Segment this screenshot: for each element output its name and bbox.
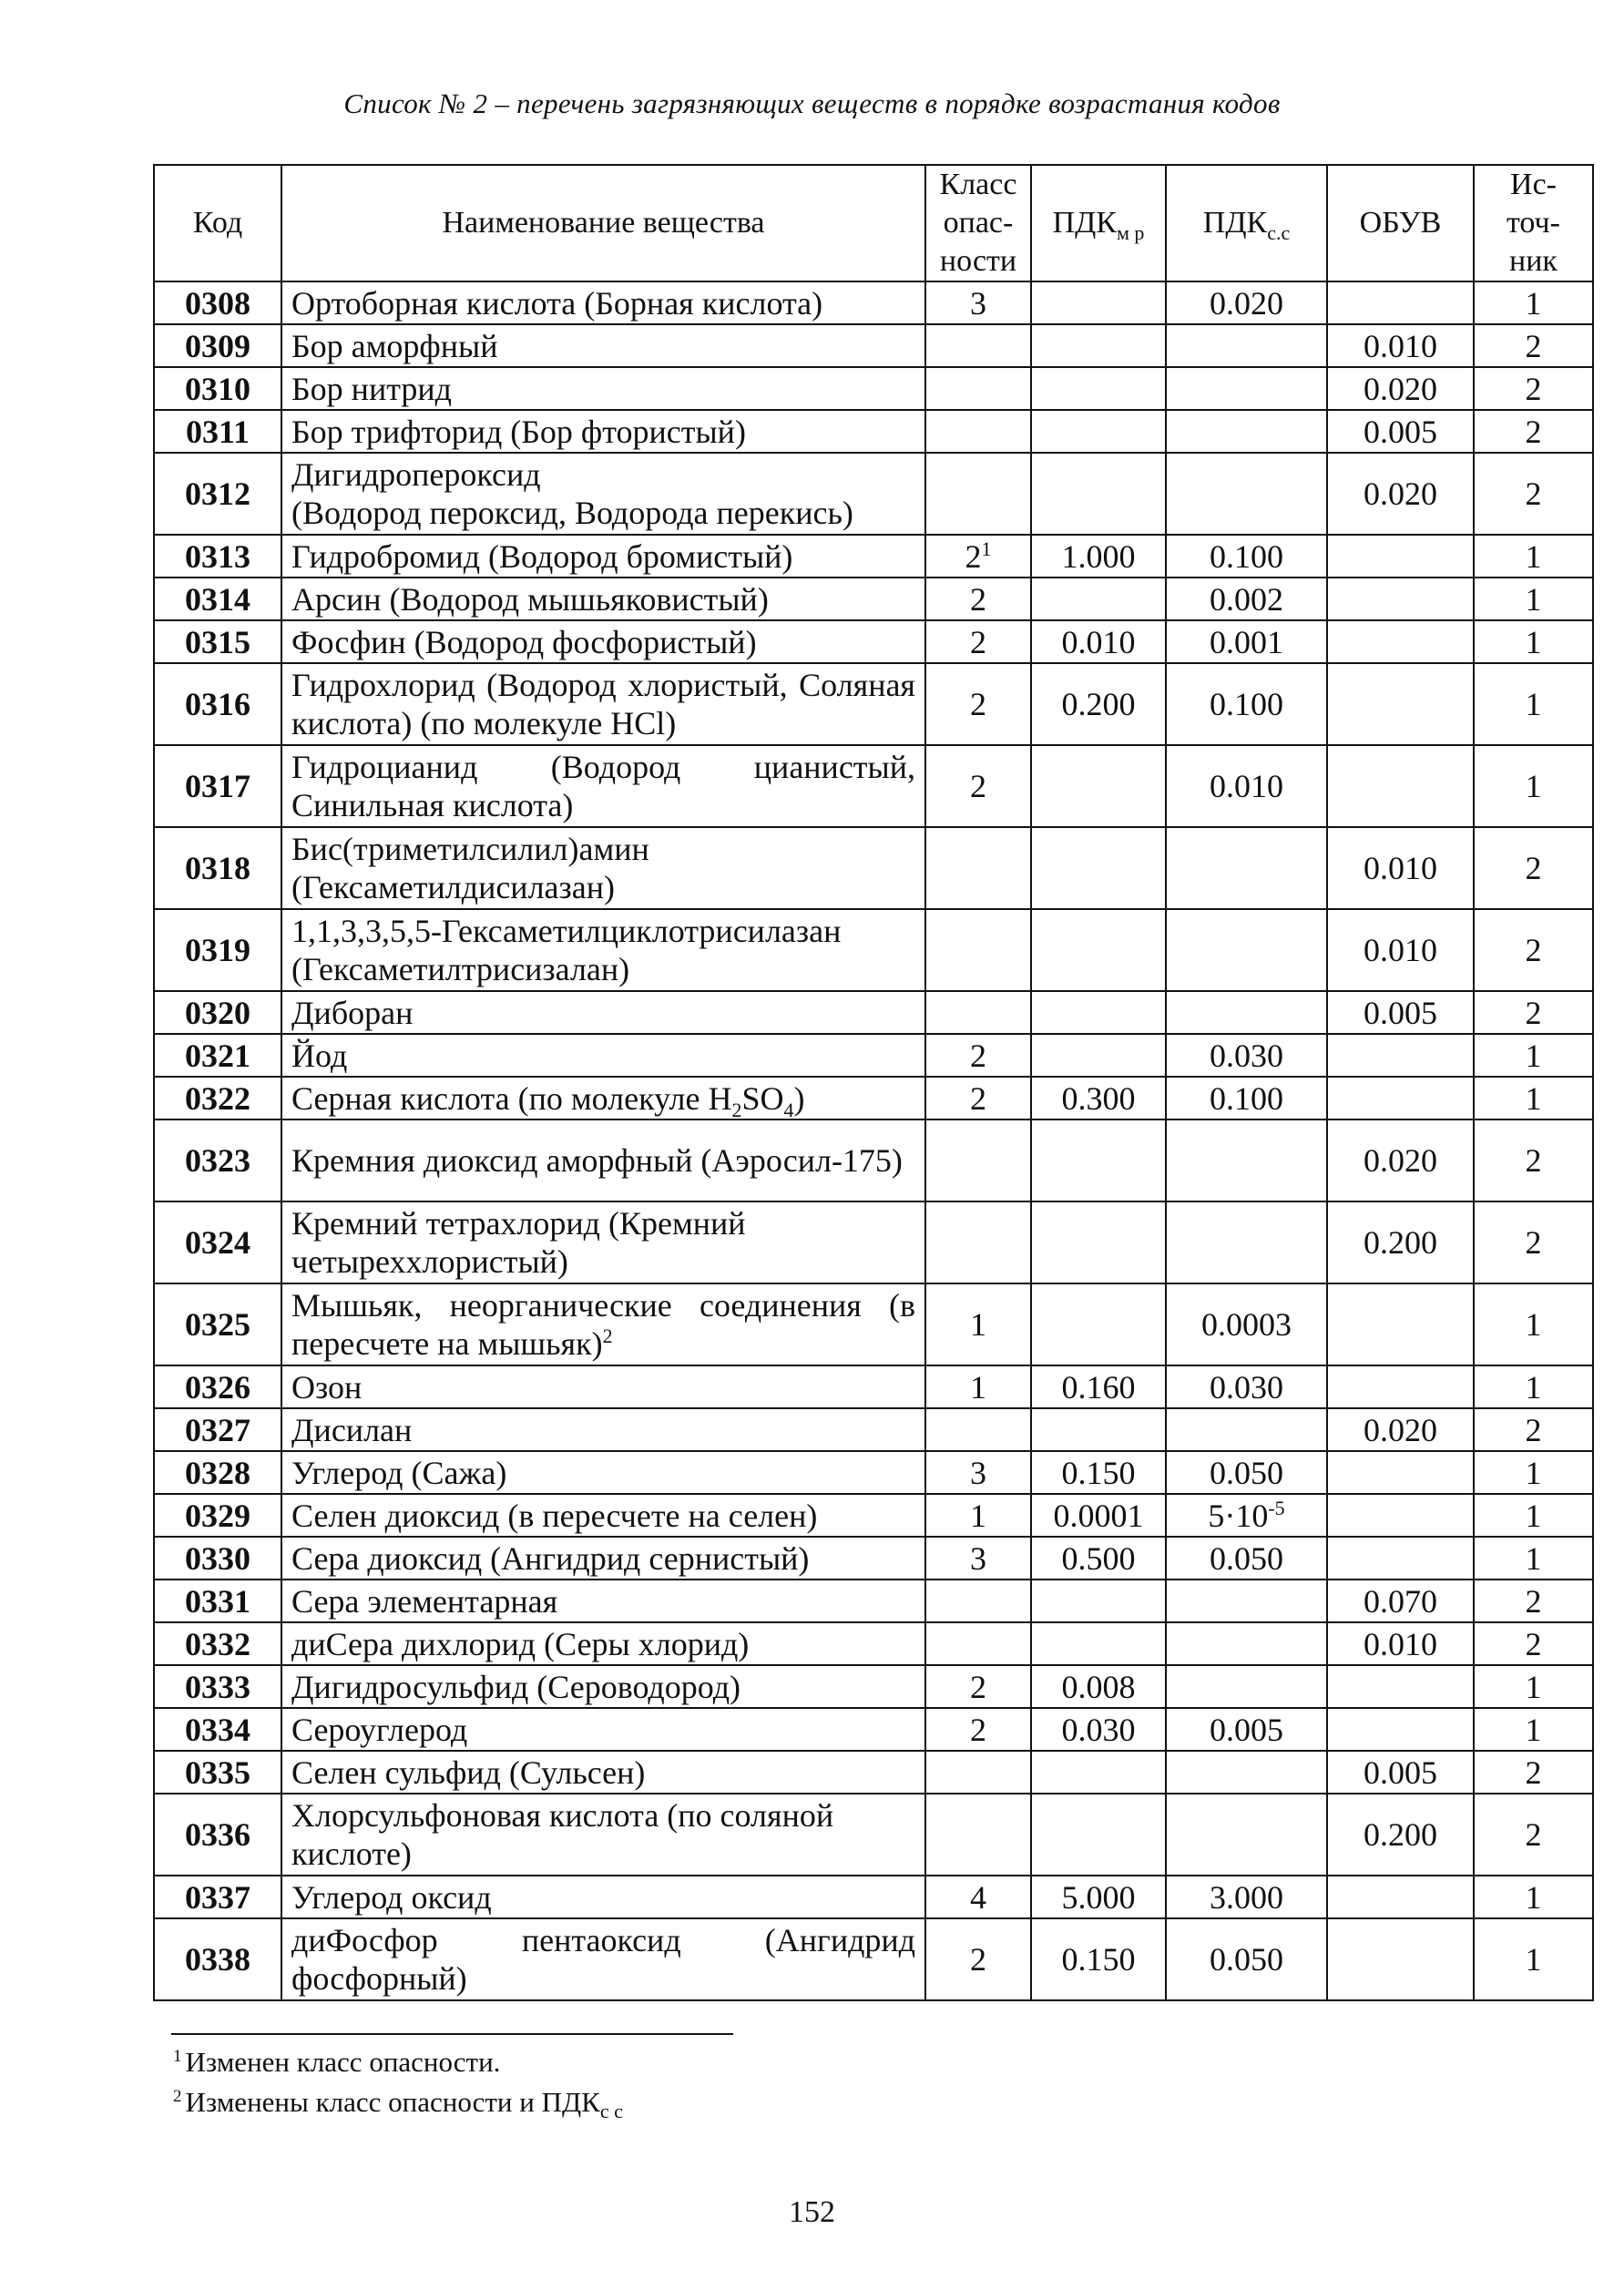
cell-code: 0318 bbox=[154, 827, 281, 909]
table-row bbox=[154, 1794, 1593, 1876]
cell-code: 0335 bbox=[154, 1751, 281, 1794]
cell-obuv bbox=[1327, 1876, 1474, 1918]
cell-substance-name: Углерод (Сажа) bbox=[281, 1451, 925, 1494]
table-row bbox=[154, 1537, 1593, 1580]
cell-hazard-class bbox=[925, 827, 1031, 909]
cell-hazard-class bbox=[925, 1580, 1031, 1622]
cell-code: 0309 bbox=[154, 324, 281, 367]
table-row bbox=[154, 1120, 1593, 1201]
table-row bbox=[154, 1408, 1593, 1451]
cell-code: 0308 bbox=[154, 281, 281, 324]
cell-pdk-ss bbox=[1166, 1408, 1327, 1451]
cell-hazard-class: $2^1$ bbox=[925, 535, 1031, 578]
cell-pdk-mr bbox=[1031, 367, 1166, 410]
cell-code: 0328 bbox=[154, 1451, 281, 1494]
cell-source: 2 bbox=[1474, 367, 1593, 410]
cell-obuv: 0.200 bbox=[1327, 1201, 1474, 1283]
cell-obuv bbox=[1327, 535, 1474, 578]
cell-source: 1 bbox=[1474, 1077, 1593, 1120]
header-source: Ис- точ- ник bbox=[1474, 165, 1593, 281]
cell-pdk-ss bbox=[1166, 367, 1327, 410]
table-row bbox=[154, 367, 1593, 410]
cell-pdk-ss bbox=[1166, 991, 1327, 1034]
table-row bbox=[154, 1365, 1593, 1408]
cell-source: 2 bbox=[1474, 1408, 1593, 1451]
cell-code: 0316 bbox=[154, 663, 281, 745]
cell-substance-name: Селен диоксид (в пересчете на селен) bbox=[281, 1494, 925, 1537]
cell-hazard-class bbox=[925, 1751, 1031, 1794]
cell-pdk-mr bbox=[1031, 827, 1166, 909]
cell-hazard-class: 4 bbox=[925, 1876, 1031, 1918]
cell-code: 0321 bbox=[154, 1034, 281, 1077]
cell-pdk-mr: 0.160 bbox=[1031, 1365, 1166, 1408]
cell-pdk-ss: 0.050 bbox=[1166, 1451, 1327, 1494]
cell-source: 1 bbox=[1474, 1537, 1593, 1580]
cell-substance-name: Диборан bbox=[281, 991, 925, 1034]
cell-pdk-mr: 0.008 bbox=[1031, 1665, 1166, 1708]
cell-code: 0311 bbox=[154, 410, 281, 453]
table-row bbox=[154, 281, 1593, 324]
cell-obuv bbox=[1327, 1537, 1474, 1580]
cell-pdk-ss: 0.030 bbox=[1166, 1365, 1327, 1408]
cell-substance-name: Гидрохлорид (Водород хлористый, Соляная кислота) (по молекуле HCl) bbox=[281, 663, 925, 745]
cell-code: 0331 bbox=[154, 1580, 281, 1622]
cell-code: 0310 bbox=[154, 367, 281, 410]
table-row bbox=[154, 1077, 1593, 1120]
cell-obuv: 0.005 bbox=[1327, 410, 1474, 453]
cell-pdk-mr bbox=[1031, 1580, 1166, 1622]
cell-source: 1 bbox=[1474, 535, 1593, 578]
cell-substance-name: Бор аморфный bbox=[281, 324, 925, 367]
cell-hazard-class bbox=[925, 453, 1031, 535]
cell-hazard-class: 3 bbox=[925, 1451, 1031, 1494]
cell-hazard-class: 2 bbox=[925, 1034, 1031, 1077]
cell-substance-name: Озон bbox=[281, 1365, 925, 1408]
cell-code: 0336 bbox=[154, 1794, 281, 1876]
cell-source: 1 bbox=[1474, 1451, 1593, 1494]
cell-source: 1 bbox=[1474, 1034, 1593, 1077]
cell-hazard-class: 2 bbox=[925, 1665, 1031, 1708]
cell-substance-name: Селен сульфид (Сульсен) bbox=[281, 1751, 925, 1794]
table-row bbox=[154, 1622, 1593, 1665]
cell-pdk-ss bbox=[1166, 827, 1327, 909]
cell-obuv bbox=[1327, 1034, 1474, 1077]
cell-obuv: 0.200 bbox=[1327, 1794, 1474, 1876]
table-row bbox=[154, 1451, 1593, 1494]
cell-substance-name: Кремния диоксид аморфный (Аэросил-175) bbox=[281, 1120, 925, 1201]
cell-pdk-ss: $5\cdot 10^{-5}$ bbox=[1166, 1494, 1327, 1537]
cell-hazard-class bbox=[925, 1120, 1031, 1201]
cell-source: 1 bbox=[1474, 1494, 1593, 1537]
cell-pdk-mr: 0.300 bbox=[1031, 1077, 1166, 1120]
cell-substance-name: Ортоборная кислота (Борная кислота) bbox=[281, 281, 925, 324]
table-row bbox=[154, 827, 1593, 909]
cell-hazard-class: 3 bbox=[925, 1537, 1031, 1580]
cell-code: 0319 bbox=[154, 909, 281, 991]
cell-substance-name: Серная кислота (по молекуле $H_2SO_4$) bbox=[281, 1077, 925, 1120]
cell-pdk-ss bbox=[1166, 909, 1327, 991]
cell-pdk-mr bbox=[1031, 1408, 1166, 1451]
cell-obuv bbox=[1327, 663, 1474, 745]
cell-obuv: 0.010 bbox=[1327, 324, 1474, 367]
page-number: 152 bbox=[789, 2195, 835, 2229]
cell-source: 2 bbox=[1474, 1580, 1593, 1622]
cell-substance-name: диСера дихлорид (Серы хлорид) bbox=[281, 1622, 925, 1665]
cell-obuv bbox=[1327, 281, 1474, 324]
cell-substance-name: диФосфор пентаоксид (Ангидрид фосфорный) bbox=[281, 1918, 925, 2000]
header-name: Наименование вещества bbox=[281, 165, 925, 281]
cell-obuv bbox=[1327, 1494, 1474, 1537]
table-row bbox=[154, 1751, 1593, 1794]
header-code: Код bbox=[154, 165, 281, 281]
cell-pdk-ss: 0.050 bbox=[1166, 1537, 1327, 1580]
cell-pdk-mr: 0.500 bbox=[1031, 1537, 1166, 1580]
cell-source: 1 bbox=[1474, 1283, 1593, 1365]
cell-code: 0313 bbox=[154, 535, 281, 578]
cell-pdk-mr bbox=[1031, 324, 1166, 367]
cell-pdk-mr bbox=[1031, 745, 1166, 827]
cell-pdk-ss bbox=[1166, 1622, 1327, 1665]
cell-pdk-ss bbox=[1166, 1120, 1327, 1201]
cell-hazard-class: 2 bbox=[925, 620, 1031, 663]
table-row bbox=[154, 991, 1593, 1034]
cell-source: 1 bbox=[1474, 620, 1593, 663]
cell-source: 2 bbox=[1474, 410, 1593, 453]
cell-substance-name: 1,1,3,3,5,5-Гексаметилциклотрисилазан (Гексаметилтрисизалан) bbox=[281, 909, 925, 991]
cell-code: 0329 bbox=[154, 1494, 281, 1537]
cell-pdk-mr: 5.000 bbox=[1031, 1876, 1166, 1918]
cell-source: 2 bbox=[1474, 324, 1593, 367]
cell-pdk-ss: 0.030 bbox=[1166, 1034, 1327, 1077]
cell-obuv bbox=[1327, 1918, 1474, 2000]
cell-pdk-mr: 0.030 bbox=[1031, 1708, 1166, 1751]
cell-source: 1 bbox=[1474, 578, 1593, 620]
cell-substance-name: Дигидросульфид (Сероводород) bbox=[281, 1665, 925, 1708]
table-row bbox=[154, 578, 1593, 620]
cell-source: 1 bbox=[1474, 1365, 1593, 1408]
cell-pdk-mr bbox=[1031, 281, 1166, 324]
cell-pdk-mr bbox=[1031, 1201, 1166, 1283]
cell-substance-name: Сера элементарная bbox=[281, 1580, 925, 1622]
table-header-row bbox=[154, 165, 1593, 281]
cell-code: 0327 bbox=[154, 1408, 281, 1451]
cell-pdk-ss: 3.000 bbox=[1166, 1876, 1327, 1918]
cell-source: 1 bbox=[1474, 281, 1593, 324]
cell-pdk-ss bbox=[1166, 1794, 1327, 1876]
cell-substance-name: Гидробромид (Водород бромистый) bbox=[281, 535, 925, 578]
cell-hazard-class: 2 bbox=[925, 1708, 1031, 1751]
cell-code: 0333 bbox=[154, 1665, 281, 1708]
table-row bbox=[154, 1918, 1593, 2000]
cell-substance-name: Арсин (Водород мышьяковистый) bbox=[281, 578, 925, 620]
cell-pdk-ss bbox=[1166, 1201, 1327, 1283]
cell-hazard-class bbox=[925, 367, 1031, 410]
cell-pdk-mr: 0.150 bbox=[1031, 1451, 1166, 1494]
header-obuv: ОБУВ bbox=[1327, 165, 1474, 281]
cell-hazard-class bbox=[925, 909, 1031, 991]
cell-pdk-ss: 0.100 bbox=[1166, 535, 1327, 578]
page-title: Список № 2 – перечень загрязняющих веществ в порядке возрастания кодов bbox=[343, 87, 1281, 119]
cell-obuv bbox=[1327, 620, 1474, 663]
table-row bbox=[154, 1201, 1593, 1283]
table-row bbox=[154, 1034, 1593, 1077]
cell-code: 0322 bbox=[154, 1077, 281, 1120]
cell-obuv bbox=[1327, 1365, 1474, 1408]
cell-pdk-mr bbox=[1031, 1622, 1166, 1665]
cell-pdk-mr bbox=[1031, 1034, 1166, 1077]
cell-pdk-ss: 0.100 bbox=[1166, 663, 1327, 745]
cell-hazard-class bbox=[925, 324, 1031, 367]
cell-substance-name: Сера диоксид (Ангидрид сернистый) bbox=[281, 1537, 925, 1580]
cell-substance-name: Мышьяк, неорганические соединения (в пересчете на мышьяк)$^2$ bbox=[281, 1283, 925, 1365]
cell-obuv bbox=[1327, 1451, 1474, 1494]
cell-obuv: 0.005 bbox=[1327, 1751, 1474, 1794]
cell-code: 0317 bbox=[154, 745, 281, 827]
cell-obuv bbox=[1327, 1077, 1474, 1120]
cell-source: 1 bbox=[1474, 1665, 1593, 1708]
cell-pdk-mr bbox=[1031, 578, 1166, 620]
cell-pdk-mr: 0.200 bbox=[1031, 663, 1166, 745]
cell-source: 2 bbox=[1474, 991, 1593, 1034]
cell-pdk-mr bbox=[1031, 1794, 1166, 1876]
table-row bbox=[154, 1283, 1593, 1365]
cell-hazard-class bbox=[925, 991, 1031, 1034]
cell-substance-name: Йод bbox=[281, 1034, 925, 1077]
cell-pdk-mr bbox=[1031, 453, 1166, 535]
cell-obuv bbox=[1327, 1708, 1474, 1751]
cell-hazard-class bbox=[925, 1622, 1031, 1665]
substances-table bbox=[153, 164, 1594, 2001]
cell-pdk-ss bbox=[1166, 410, 1327, 453]
cell-pdk-mr: 0.0001 bbox=[1031, 1494, 1166, 1537]
cell-pdk-ss: 0.100 bbox=[1166, 1077, 1327, 1120]
cell-hazard-class: 2 bbox=[925, 1077, 1031, 1120]
cell-source: 2 bbox=[1474, 1120, 1593, 1201]
cell-obuv: 0.020 bbox=[1327, 453, 1474, 535]
table-row bbox=[154, 1708, 1593, 1751]
cell-pdk-mr: 0.010 bbox=[1031, 620, 1166, 663]
cell-pdk-ss bbox=[1166, 324, 1327, 367]
cell-hazard-class bbox=[925, 1794, 1031, 1876]
cell-source: 2 bbox=[1474, 909, 1593, 991]
cell-pdk-ss: 0.050 bbox=[1166, 1918, 1327, 2000]
cell-pdk-ss bbox=[1166, 1751, 1327, 1794]
cell-code: 0314 bbox=[154, 578, 281, 620]
cell-hazard-class: 3 bbox=[925, 281, 1031, 324]
cell-source: 2 bbox=[1474, 827, 1593, 909]
cell-pdk-ss: 0.005 bbox=[1166, 1708, 1327, 1751]
table-row bbox=[154, 745, 1593, 827]
cell-hazard-class: 2 bbox=[925, 578, 1031, 620]
cell-hazard-class: 2 bbox=[925, 663, 1031, 745]
cell-obuv: 0.010 bbox=[1327, 909, 1474, 991]
cell-code: 0312 bbox=[154, 453, 281, 535]
cell-source: 1 bbox=[1474, 1708, 1593, 1751]
cell-source: 1 bbox=[1474, 745, 1593, 827]
cell-hazard-class bbox=[925, 410, 1031, 453]
cell-substance-name: Дисилан bbox=[281, 1408, 925, 1451]
cell-obuv: 0.010 bbox=[1327, 827, 1474, 909]
cell-code: 0320 bbox=[154, 991, 281, 1034]
cell-obuv: 0.005 bbox=[1327, 991, 1474, 1034]
cell-hazard-class: 2 bbox=[925, 1918, 1031, 2000]
cell-substance-name: Хлорсульфоновая кислота (по соляной кислоте) bbox=[281, 1794, 925, 1876]
cell-code: 0325 bbox=[154, 1283, 281, 1365]
cell-pdk-mr bbox=[1031, 410, 1166, 453]
cell-code: 0324 bbox=[154, 1201, 281, 1283]
table-row bbox=[154, 1665, 1593, 1708]
cell-source: 2 bbox=[1474, 1201, 1593, 1283]
cell-pdk-ss: 0.0003 bbox=[1166, 1283, 1327, 1365]
cell-substance-name: Дигидропероксид (Водород пероксид, Водорода перекись) bbox=[281, 453, 925, 535]
cell-substance-name: Углерод оксид bbox=[281, 1876, 925, 1918]
cell-source: 2 bbox=[1474, 453, 1593, 535]
cell-source: 1 bbox=[1474, 1876, 1593, 1918]
cell-hazard-class: 1 bbox=[925, 1494, 1031, 1537]
cell-hazard-class bbox=[925, 1408, 1031, 1451]
cell-pdk-mr: 1.000 bbox=[1031, 535, 1166, 578]
cell-obuv: 0.020 bbox=[1327, 367, 1474, 410]
cell-substance-name: Кремний тетрахлорид (Кремний четыреххлористый) bbox=[281, 1201, 925, 1283]
footnote-1: $^1$ Изменен класс опасности. bbox=[173, 2046, 501, 2078]
cell-pdk-mr bbox=[1031, 1751, 1166, 1794]
cell-hazard-class: 2 bbox=[925, 745, 1031, 827]
cell-code: 0315 bbox=[154, 620, 281, 663]
cell-source: 2 bbox=[1474, 1751, 1593, 1794]
header-hazard-class: Класс опас- ности bbox=[925, 165, 1031, 281]
cell-pdk-ss: 0.020 bbox=[1166, 281, 1327, 324]
header-pdk-mr: $ПДК_{м р}$ bbox=[1031, 165, 1166, 281]
cell-pdk-ss bbox=[1166, 1665, 1327, 1708]
cell-substance-name: Фосфин (Водород фосфористый) bbox=[281, 620, 925, 663]
header-pdk-ss: $ПДК_{с.с}$ bbox=[1166, 165, 1327, 281]
cell-code: 0330 bbox=[154, 1537, 281, 1580]
cell-hazard-class: 1 bbox=[925, 1365, 1031, 1408]
cell-pdk-mr bbox=[1031, 1283, 1166, 1365]
table-row bbox=[154, 663, 1593, 745]
cell-obuv bbox=[1327, 745, 1474, 827]
cell-code: 0337 bbox=[154, 1876, 281, 1918]
cell-substance-name: Бис(триметилсилил)амин (Гексаметилдисилазан) bbox=[281, 827, 925, 909]
table-row bbox=[154, 324, 1593, 367]
cell-obuv bbox=[1327, 1665, 1474, 1708]
cell-obuv: 0.020 bbox=[1327, 1120, 1474, 1201]
table-body bbox=[154, 281, 1593, 2000]
cell-code: 0326 bbox=[154, 1365, 281, 1408]
table-row bbox=[154, 1494, 1593, 1537]
cell-obuv: 0.070 bbox=[1327, 1580, 1474, 1622]
cell-pdk-mr bbox=[1031, 909, 1166, 991]
cell-source: 2 bbox=[1474, 1794, 1593, 1876]
cell-obuv bbox=[1327, 578, 1474, 620]
table-row bbox=[154, 410, 1593, 453]
footnote-divider bbox=[171, 2033, 733, 2035]
cell-pdk-ss: 0.002 bbox=[1166, 578, 1327, 620]
table-row bbox=[154, 535, 1593, 578]
cell-source: 1 bbox=[1474, 1918, 1593, 2000]
cell-obuv: 0.010 bbox=[1327, 1622, 1474, 1665]
cell-substance-name: Бор нитрид bbox=[281, 367, 925, 410]
cell-pdk-ss bbox=[1166, 453, 1327, 535]
cell-pdk-ss: 0.010 bbox=[1166, 745, 1327, 827]
cell-pdk-ss: 0.001 bbox=[1166, 620, 1327, 663]
cell-source: 2 bbox=[1474, 1622, 1593, 1665]
table-row bbox=[154, 1876, 1593, 1918]
cell-source: 1 bbox=[1474, 663, 1593, 745]
table-row bbox=[154, 453, 1593, 535]
cell-substance-name: Сероуглерод bbox=[281, 1708, 925, 1751]
cell-code: 0332 bbox=[154, 1622, 281, 1665]
cell-hazard-class bbox=[925, 1201, 1031, 1283]
table-row bbox=[154, 909, 1593, 991]
cell-substance-name: Бор трифторид (Бор фтористый) bbox=[281, 410, 925, 453]
cell-pdk-mr bbox=[1031, 1120, 1166, 1201]
footnote-2: $^2$ Изменены класс опасности и $ПДК_{с с}$ bbox=[173, 2086, 623, 2123]
cell-code: 0323 bbox=[154, 1120, 281, 1201]
cell-substance-name: Гидроцианид (Водород цианистый, Синильная кислота) bbox=[281, 745, 925, 827]
cell-hazard-class: 1 bbox=[925, 1283, 1031, 1365]
cell-pdk-ss bbox=[1166, 1580, 1327, 1622]
table-row bbox=[154, 620, 1593, 663]
cell-pdk-mr: 0.150 bbox=[1031, 1918, 1166, 2000]
cell-code: 0334 bbox=[154, 1708, 281, 1751]
cell-obuv bbox=[1327, 1283, 1474, 1365]
cell-pdk-mr bbox=[1031, 991, 1166, 1034]
cell-obuv: 0.020 bbox=[1327, 1408, 1474, 1451]
table-row bbox=[154, 1580, 1593, 1622]
cell-code: 0338 bbox=[154, 1918, 281, 2000]
